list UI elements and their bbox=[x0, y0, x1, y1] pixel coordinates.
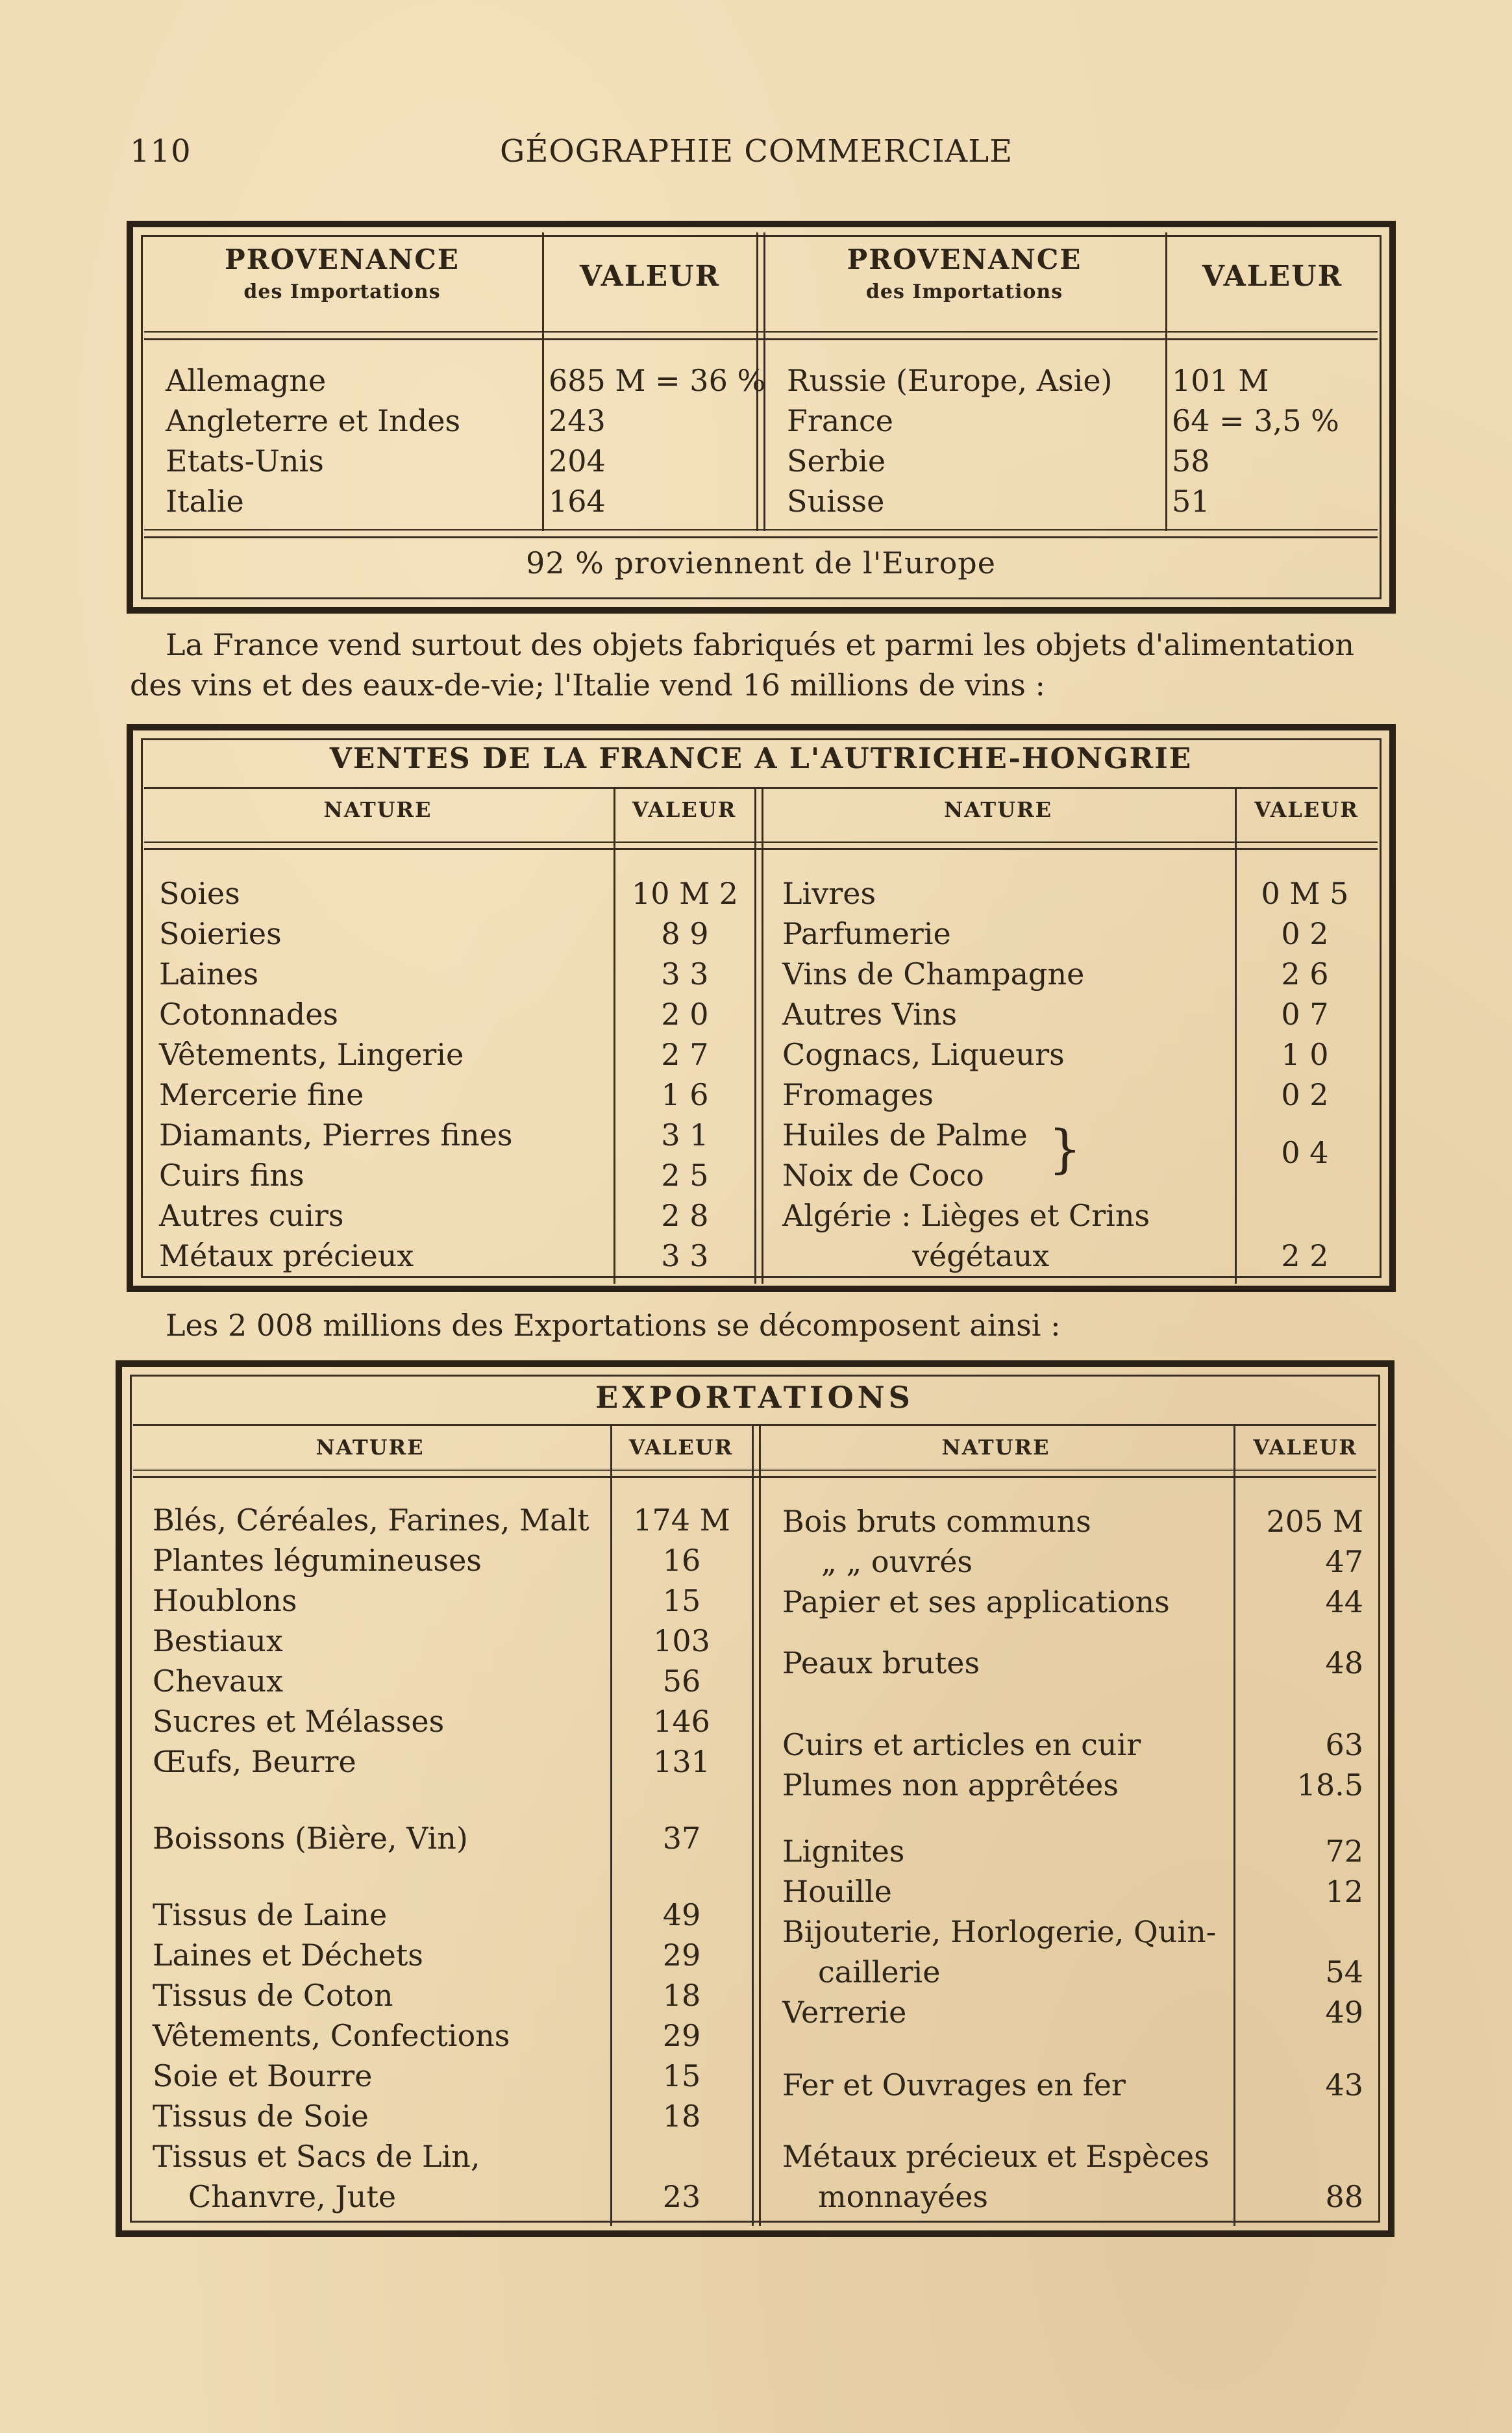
export-nature: Plantes légumineuses bbox=[153, 1543, 482, 1578]
export-valeur: 23 bbox=[662, 2179, 701, 2214]
export-nature: Houille bbox=[782, 1874, 892, 1909]
import-valeur: 64 = 3,5 % bbox=[1172, 403, 1339, 438]
ventes-nature: Soieries bbox=[159, 916, 282, 951]
export-valeur: 18.5 bbox=[1296, 1767, 1363, 1803]
ventes-valeur: 0 2 bbox=[1281, 1077, 1329, 1112]
ventes-nature: Vêtements, Lingerie bbox=[159, 1037, 464, 1072]
export-nature: Œufs, Beurre bbox=[153, 1744, 356, 1779]
import-valeur: 58 bbox=[1172, 443, 1210, 479]
import-provenance: Suisse bbox=[787, 484, 885, 519]
export-valeur: 56 bbox=[662, 1664, 701, 1699]
imports-footer: 92 % proviennent de l'Europe bbox=[526, 545, 996, 580]
ventes-nature: Fromages bbox=[782, 1077, 934, 1112]
export-nature: Tissus de Soie bbox=[153, 2099, 369, 2134]
import-valeur: 204 bbox=[549, 443, 606, 479]
export-nature: Bestiaux bbox=[153, 1623, 283, 1658]
export-valeur: 49 bbox=[662, 1897, 701, 1932]
import-provenance: Allemagne bbox=[166, 363, 327, 398]
export-valeur: 49 bbox=[1325, 1995, 1363, 2030]
ventes-valeur: 2 6 bbox=[1281, 956, 1329, 992]
export-nature: Houblons bbox=[153, 1583, 297, 1618]
ventes-nature: Cotonnades bbox=[159, 997, 339, 1032]
ventes-valeur: 3 3 bbox=[661, 1238, 709, 1273]
export-nature: Bijouterie, Horlogerie, Quin- bbox=[782, 1914, 1217, 1949]
import-valeur: 101 M bbox=[1172, 363, 1269, 398]
export-valeur: 146 bbox=[653, 1704, 710, 1739]
export-valeur: 37 bbox=[662, 1821, 701, 1856]
page-number: 110 bbox=[130, 133, 192, 169]
ventes-nature: Cuirs fins bbox=[159, 1158, 304, 1193]
imports-col-valeur-right: VALEUR bbox=[1202, 260, 1343, 293]
import-valeur: 164 bbox=[549, 484, 606, 519]
exportations-title: EXPORTATIONS bbox=[595, 1380, 914, 1415]
import-provenance: Serbie bbox=[787, 443, 886, 479]
paragraph-2 bbox=[130, 1305, 1431, 1345]
import-provenance: Russie (Europe, Asie) bbox=[787, 363, 1113, 398]
ventes-nature: végétaux bbox=[912, 1238, 1050, 1273]
export-valeur: 174 M bbox=[633, 1503, 730, 1538]
ventes-nature: Huiles de Palme bbox=[782, 1117, 1028, 1153]
export-valeur: 15 bbox=[662, 1583, 701, 1618]
ventes-valeur: 2 2 bbox=[1281, 1238, 1329, 1273]
export-nature: Papier et ses applications bbox=[782, 1584, 1170, 1619]
ventes-nature: Métaux précieux bbox=[159, 1238, 414, 1273]
export-valeur: 29 bbox=[662, 1938, 701, 1973]
export-valeur: 16 bbox=[662, 1543, 701, 1578]
export-valeur: 88 bbox=[1325, 2179, 1363, 2214]
export-valeur: 43 bbox=[1325, 2067, 1363, 2102]
export-nature: Peaux brutes bbox=[782, 1645, 980, 1680]
paragraph-1-line-1: La France vend surtout des objets fabriqués et parmi les objets d'alimentation bbox=[166, 627, 1355, 662]
ventes-nature: Algérie : Lièges et Crins bbox=[782, 1198, 1150, 1233]
ventes-col-valeur-right: VALEUR bbox=[1254, 797, 1359, 822]
ventes-valeur: 2 8 bbox=[661, 1198, 709, 1233]
exportations-col-valeur-right: VALEUR bbox=[1253, 1435, 1357, 1460]
export-valeur: 103 bbox=[653, 1623, 710, 1658]
export-nature: Plumes non apprêtées bbox=[782, 1767, 1119, 1803]
running-title: GÉOGRAPHIE COMMERCIALE bbox=[500, 133, 1013, 169]
paragraph-2-line: Les 2 008 millions des Exportations se décomposent ainsi : bbox=[166, 1308, 1061, 1343]
ventes-valeur: 3 1 bbox=[661, 1117, 709, 1153]
ventes-nature: Autres cuirs bbox=[159, 1198, 344, 1233]
export-nature: Blés, Céréales, Farines, Malt bbox=[153, 1503, 589, 1538]
export-valeur: 18 bbox=[662, 2099, 701, 2134]
export-nature: Verrerie bbox=[782, 1995, 907, 2030]
export-nature: caillerie bbox=[818, 1954, 941, 1990]
export-valeur: 29 bbox=[662, 2018, 701, 2053]
ventes-valeur: 8 9 bbox=[661, 916, 709, 951]
ventes-valeur: 2 7 bbox=[661, 1037, 709, 1072]
ventes-col-nature-right: NATURE bbox=[943, 797, 1053, 822]
ventes-nature: Autres Vins bbox=[782, 997, 958, 1032]
export-valeur: 131 bbox=[653, 1744, 710, 1779]
export-nature: Chevaux bbox=[153, 1664, 284, 1699]
ventes-nature: Vins de Champagne bbox=[782, 956, 1085, 992]
ventes-valeur: 0 2 bbox=[1281, 916, 1329, 951]
ventes-col-valeur-left: VALEUR bbox=[632, 797, 737, 822]
export-valeur: 48 bbox=[1325, 1645, 1363, 1680]
paragraph-1-line-2: des vins et des eaux-de-vie; l'Italie vend 16 millions de vins : bbox=[130, 668, 1046, 703]
import-valeur: 243 bbox=[549, 403, 606, 438]
import-provenance: Italie bbox=[166, 484, 244, 519]
export-valeur: 18 bbox=[662, 1978, 701, 2013]
export-nature: Soie et Bourre bbox=[153, 2058, 373, 2093]
ventes-valeur: 2 0 bbox=[661, 997, 709, 1032]
ventes-nature: Noix de Coco bbox=[782, 1158, 984, 1193]
ventes-valeur: 10 M 2 bbox=[631, 876, 739, 911]
export-nature: Métaux précieux et Espèces bbox=[782, 2139, 1209, 2174]
ventes-nature: Soies bbox=[159, 876, 240, 911]
ventes-valeur: 2 5 bbox=[661, 1158, 709, 1193]
export-nature: Vêtements, Confections bbox=[153, 2018, 510, 2053]
ventes-valeur: 0 7 bbox=[1281, 997, 1329, 1032]
ventes-nature: Laines bbox=[159, 956, 259, 992]
imports-col-provenance-left: PROVENANCE des Importations bbox=[225, 243, 460, 303]
ventes-nature: Diamants, Pierres fines bbox=[159, 1117, 513, 1153]
export-nature: „ „ ouvrés bbox=[821, 1544, 973, 1579]
export-nature: Tissus de Coton bbox=[153, 1978, 393, 2013]
export-valeur: 12 bbox=[1325, 1874, 1363, 1909]
export-valeur: 44 bbox=[1325, 1584, 1363, 1619]
exportations-col-nature-left: NATURE bbox=[316, 1435, 425, 1460]
imports-col-valeur-left: VALEUR bbox=[579, 260, 721, 293]
export-nature: monnayées bbox=[818, 2179, 989, 2214]
ventes-nature: Livres bbox=[782, 876, 876, 911]
export-valeur: 15 bbox=[662, 2058, 701, 2093]
export-nature: Bois bruts communs bbox=[782, 1504, 1091, 1539]
ventes-valeur: 3 3 bbox=[661, 956, 709, 992]
ventes-col-nature-left: NATURE bbox=[323, 797, 432, 822]
export-nature: Sucres et Mélasses bbox=[153, 1704, 445, 1739]
import-valeur: 685 M = 36 % bbox=[549, 363, 766, 398]
ventes-title: VENTES DE LA FRANCE A L'AUTRICHE-HONGRIE bbox=[329, 742, 1193, 775]
export-nature: Cuirs et articles en cuir bbox=[782, 1727, 1141, 1762]
ventes-nature: Cognacs, Liqueurs bbox=[782, 1037, 1065, 1072]
import-provenance: Angleterre et Indes bbox=[166, 403, 461, 438]
running-header bbox=[130, 133, 1389, 172]
ventes-valeur: 1 6 bbox=[661, 1077, 709, 1112]
exportations-col-valeur-left: VALEUR bbox=[628, 1435, 734, 1460]
exportations-col-nature-right: NATURE bbox=[941, 1435, 1050, 1460]
export-valeur: 54 bbox=[1325, 1954, 1363, 1990]
ventes-valeur: 1 0 bbox=[1281, 1037, 1329, 1072]
export-nature: Lignites bbox=[782, 1834, 905, 1869]
export-valeur: 63 bbox=[1325, 1727, 1363, 1762]
export-nature: Tissus de Laine bbox=[153, 1897, 388, 1932]
ventes-nature: Mercerie fine bbox=[159, 1077, 364, 1112]
ventes-brace-value: 0 4 bbox=[1281, 1135, 1329, 1170]
import-valeur: 51 bbox=[1172, 484, 1210, 519]
export-nature: Laines et Déchets bbox=[153, 1938, 423, 1973]
export-valeur: 72 bbox=[1325, 1834, 1363, 1869]
import-provenance: France bbox=[787, 403, 893, 438]
export-nature: Tissus et Sacs de Lin, bbox=[153, 2139, 480, 2174]
export-valeur: 205 M bbox=[1266, 1504, 1363, 1539]
export-nature: Boissons (Bière, Vin) bbox=[153, 1821, 468, 1856]
paragraph-1 bbox=[130, 625, 1396, 705]
ventes-valeur: 0 M 5 bbox=[1261, 876, 1349, 911]
ventes-nature: Parfumerie bbox=[782, 916, 951, 951]
imports-col-provenance-right: PROVENANCE des Importations bbox=[847, 243, 1082, 303]
export-nature: Chanvre, Jute bbox=[188, 2179, 397, 2214]
export-valeur: 47 bbox=[1325, 1544, 1363, 1579]
export-nature: Fer et Ouvrages en fer bbox=[782, 2067, 1126, 2102]
brace-icon: } bbox=[1048, 1119, 1082, 1179]
import-provenance: Etats-Unis bbox=[166, 443, 324, 479]
